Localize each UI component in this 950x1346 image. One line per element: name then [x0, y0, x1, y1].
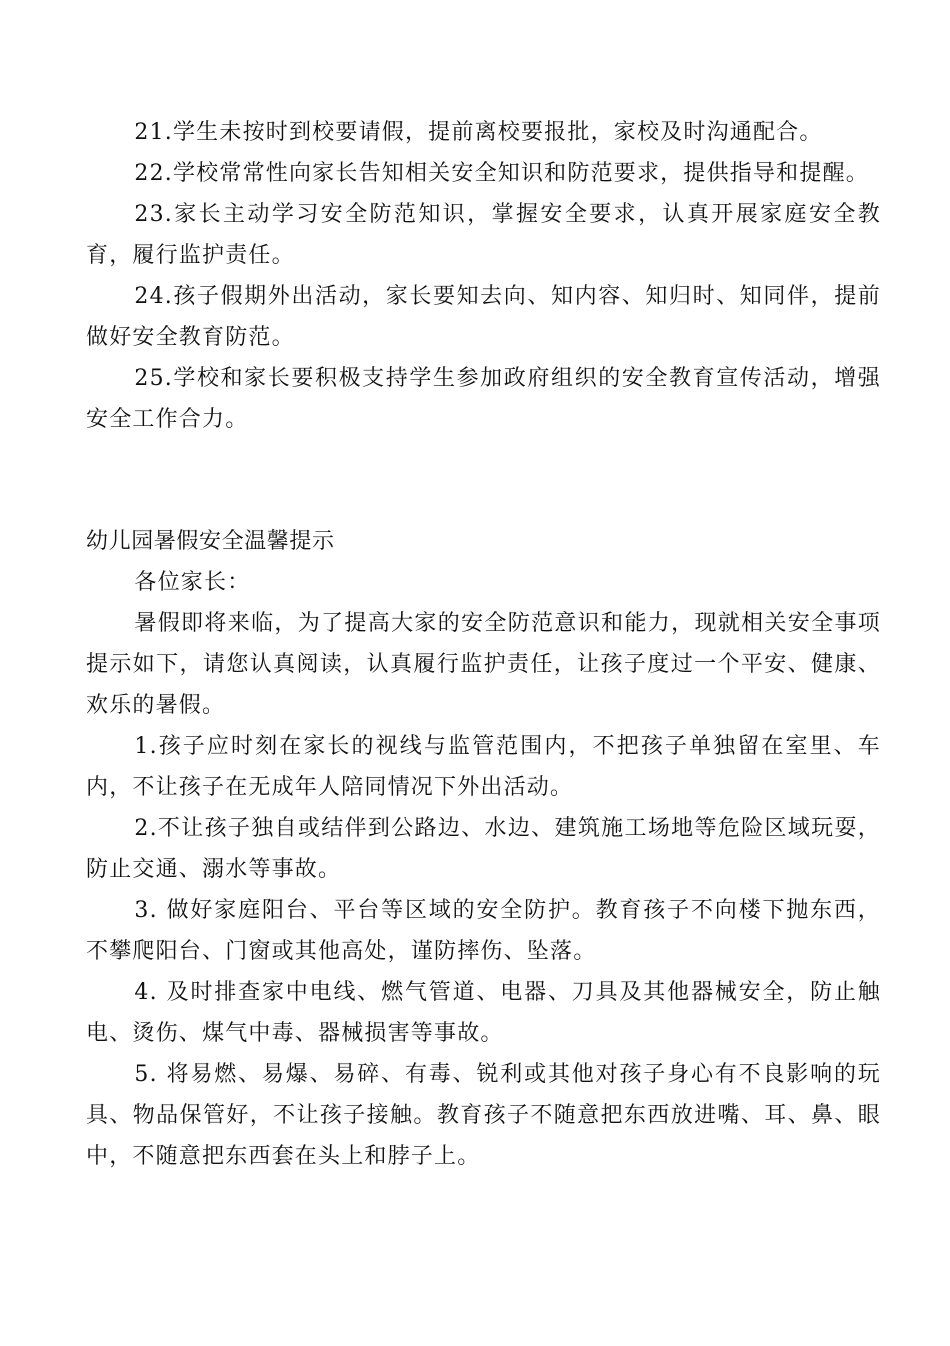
notice-salutation: 各位家长： [134, 570, 251, 595]
notice-item-3: 3. 做好家庭阳台、平台等区域的安全防护。教育孩子不向楼下抛东西，不攀爬阳台、门窗或其他高处，谨防摔伤、坠落。 [86, 898, 881, 964]
notice-item-1: 1.孩子应时刻在家长的视线与监管范围内，不把孩子单独留在室里、车内，不让孩子在无成年人陪同情况下外出活动。 [86, 734, 881, 800]
notice-item-4: 4. 及时排查家中电线、燃气管道、电器、刀具及其他器械安全，防止触电、烫伤、煤气中毒、器械损害等事故。 [86, 980, 881, 1046]
document-page [86, 112, 881, 1177]
notice-title: 幼儿园暑假安全温馨提示 [86, 529, 335, 554]
rule-item-21: 21.学生未按时到校要请假，提前离校要报批，家校及时沟通配合。 [134, 120, 823, 145]
rule-item-24: 24.孩子假期外出活动，家长要知去向、知内容、知归时、知同伴，提前做好安全教育防范。 [86, 284, 881, 350]
rule-item-23: 23.家长主动学习安全防范知识，掌握安全要求，认真开展家庭安全教育，履行监护责任。 [86, 202, 881, 268]
rule-item-22: 22.学校常常性向家长告知相关安全知识和防范要求，提供指导和提醒。 [134, 161, 869, 186]
notice-item-5: 5. 将易燃、易爆、易碎、有毒、锐利或其他对孩子身心有不良影响的玩具、物品保管好，不让孩子接触。教育孩子不随意把东西放进嘴、耳、鼻、眼中，不随意把东西套在头上和脖子上。 [86, 1062, 881, 1169]
notice-item-2: 2.不让孩子独自或结伴到公路边、水边、建筑施工场地等危险区域玩耍，防止交通、溺水等事故。 [86, 816, 881, 882]
notice-intro: 暑假即将来临，为了提高大家的安全防范意识和能力，现就相关安全事项提示如下，请您认真阅读，认真履行监护责任，让孩子度过一个平安、健康、欢乐的暑假。 [86, 611, 881, 718]
rule-item-25: 25.学校和家长要积极支持学生参加政府组织的安全教育宣传活动，增强安全工作合力。 [86, 366, 881, 432]
